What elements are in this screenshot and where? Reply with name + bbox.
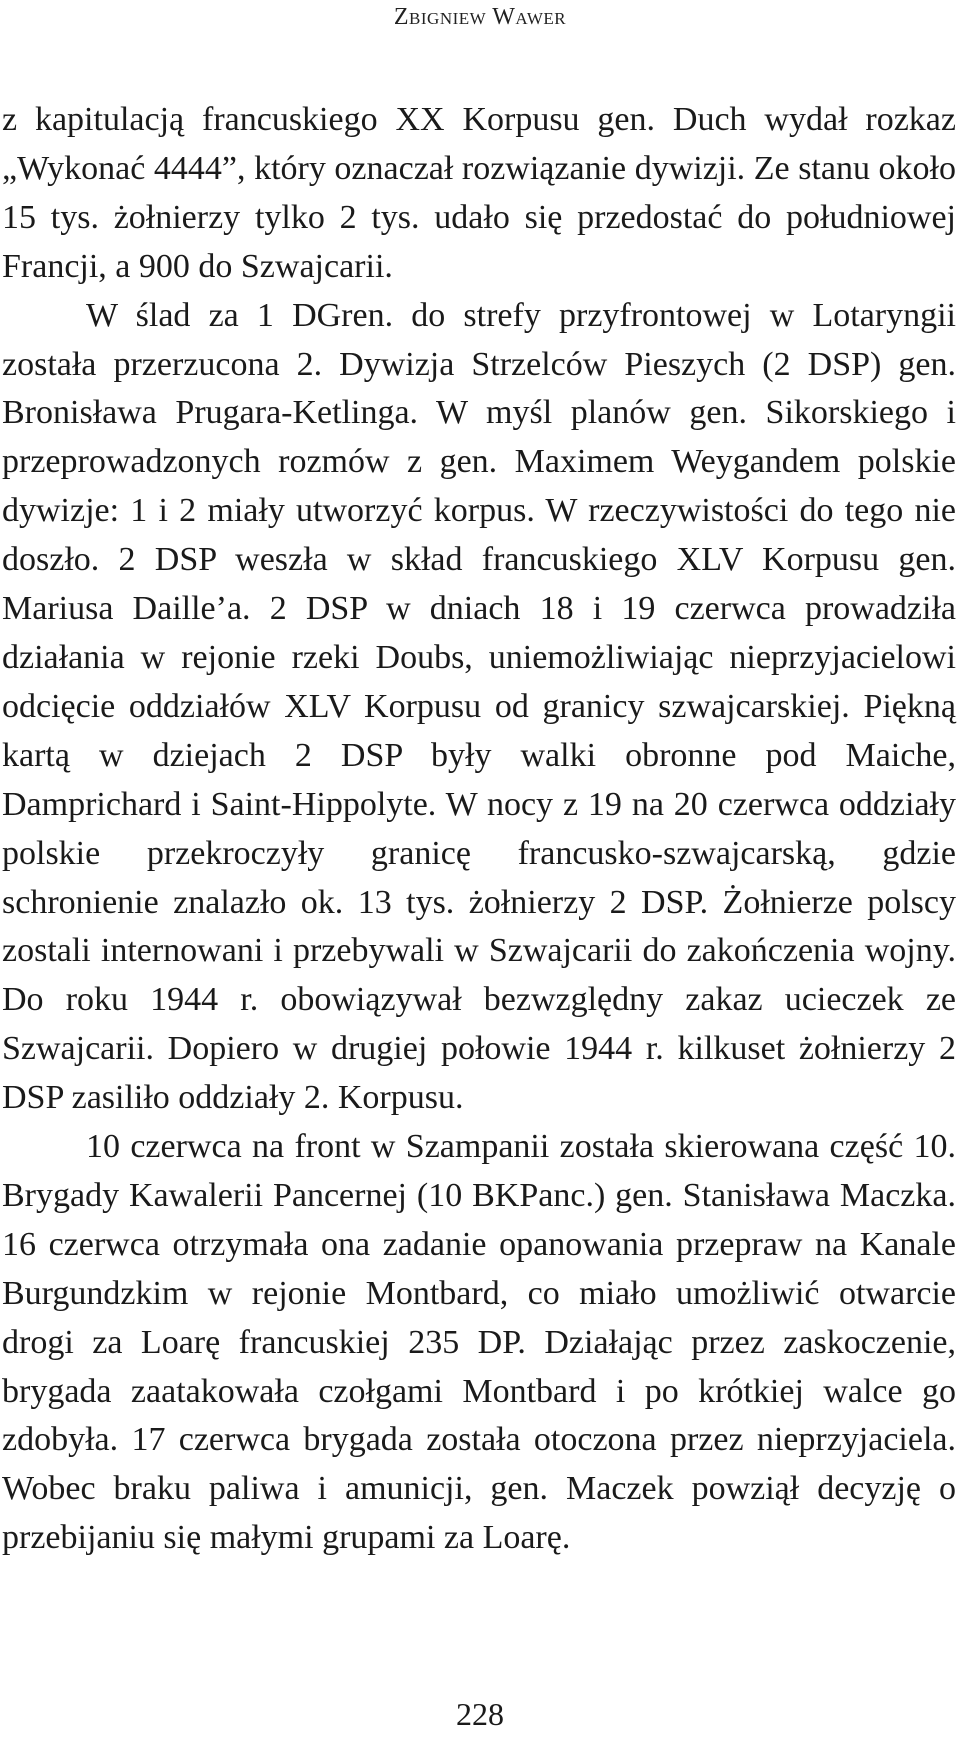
body-text [2, 96, 956, 1563]
paragraph-10bkpanc: 10 czerwca na front w Szampanii została skierowana część 10. Brygady Kawalerii Pancernej (10 BKPanc.) gen. Stanisława Maczka. 16 czerwca otrzymała ona zadanie opanowania przepraw na Kanale Burgundzkim w rejonie Montbard, co miało umożliwić otwarcie drogi za Loarę francuskiej 235 DP. Działając przez zaskoczenie, brygada zaatakowała czołgami Montbard i po krótkiej walce go zdobyła. 17 czerwca brygada została otoczona przez nieprzyjaciela. Wobec braku paliwa i amunicji, gen. Maczek powziął decyzję o przebijaniu się małymi grupami za Loarę. [2, 1128, 956, 1557]
running-head-author: Zbigniew Wawer [393, 4, 567, 30]
paragraph-2dsp: W ślad za 1 DGren. do strefy przyfrontowej w Lotaryngii została przerzucona 2. Dywizja Strzelców Pieszych (2 DSP) gen. Bronisława Prugara-Ketlinga. W myśl planów gen. Sikorskiego i przeprowadzonych rozmów z gen. Maximem Weygandem polskie dywizje: 1 i 2 miały utworzyć korpus. W rzeczywistości do tego nie doszło. 2 DSP weszła w skład francuskiego XLV Korpusu gen. Mariusa Daille’a. 2 DSP w dniach 18 i 19 czerwca prowadziła działania w rejonie rzeki Doubs, uniemożliwiając nieprzyjacielowi odcięcie oddziałów XLV Korpusu od granicy szwajcarskiej. Piękną kartą w dziejach 2 DSP były walki obronne pod Maiche, Damprichard i Saint-Hippolyte. W nocy z 19 na 20 czerwca oddziały polskie przekroczyły granicę francusko-szwajcarską, gdzie schronienie znalazło ok. 13 tys. żołnierzy 2 DSP. Żołnierze polscy zostali internowani i przebywali w Szwajcarii do zakończenia wojny. Do roku 1944 r. obowiązywał bezwzględny zakaz ucieczek ze Szwajcarii. Dopiero w drugiej połowie 1944 r. kilkuset żołnierzy 2 DSP zasiliło oddziały 2. Korpusu. [2, 296, 956, 1117]
page-number: 228 [456, 1696, 504, 1732]
paragraph-continuation: z kapitulacją francuskiego XX Korpusu gen. Duch wydał rozkaz „Wykonać 4444”, który oznaczał rozwiązanie dywizji. Ze stanu około 15 tys. żołnierzy tylko 2 tys. udało się przedostać do południowej Francji, a 900 do Szwajcarii. [2, 101, 956, 285]
